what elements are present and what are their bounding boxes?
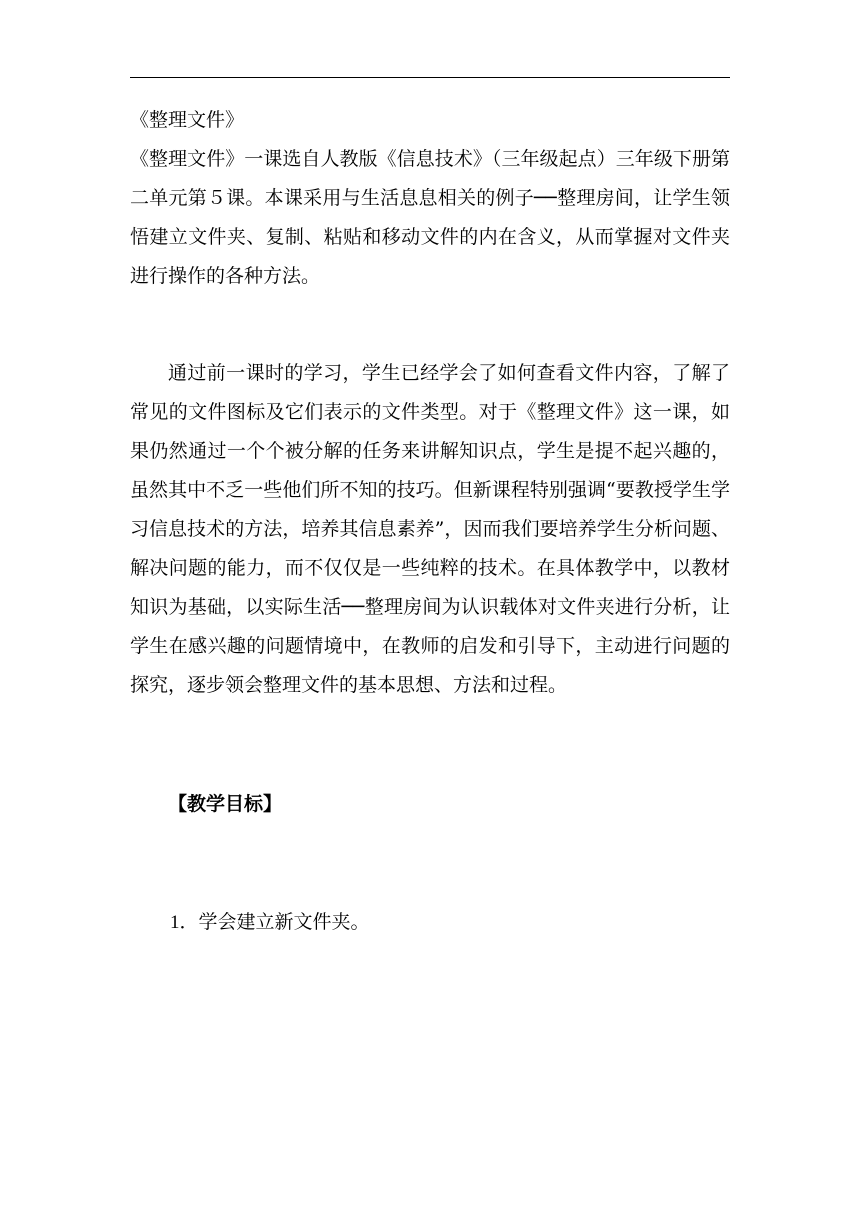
header-rule <box>130 77 730 78</box>
document-body <box>130 100 730 943</box>
objectives-heading: 【教学目标】 <box>168 793 283 815</box>
objective-text: 学会建立新文件夹。 <box>198 911 370 933</box>
objective-number: 1． <box>170 912 199 933</box>
intro-paragraph: 《整理文件》一课选自人教版《信息技术》（三年级起点）三年级下册第二单元第５课。本课采用与生活息息相关的例子──整理房间，让学生领悟建立文件夹、复制、粘贴和移动文件的内在含义，从而掌握对文件夹进行操作的各种方法。 <box>130 148 730 287</box>
analysis-paragraph: 通过前一课时的学习，学生已经学会了如何查看文件内容，了解了常见的文件图标及它们表示的文件类型。对于《整理文件》这一课，如果仍然通过一个个被分解的任务来讲解知识点，学生是提不起兴趣的，虽然其中不乏一些他们所不知的技巧。但新课程特别强调“要教授学生学习信息技术的方法，培养其信息素养”，因而我们要培养学生分析问题、解决问题的能力，而不仅仅是一些纯粹的技术。在具体教学中，以教材知识为基础，以实际生活──整理房间为认识载体对文件夹进行分析，让学生在感兴趣的问题情境中，在教师的启发和引导下，主动进行问题的探究，逐步领会整理文件的基本思想、方法和过程。 <box>130 362 730 696</box>
objective-item <box>170 902 730 943</box>
document-title: 《整理文件》 <box>130 109 245 131</box>
objectives-list <box>130 902 730 943</box>
